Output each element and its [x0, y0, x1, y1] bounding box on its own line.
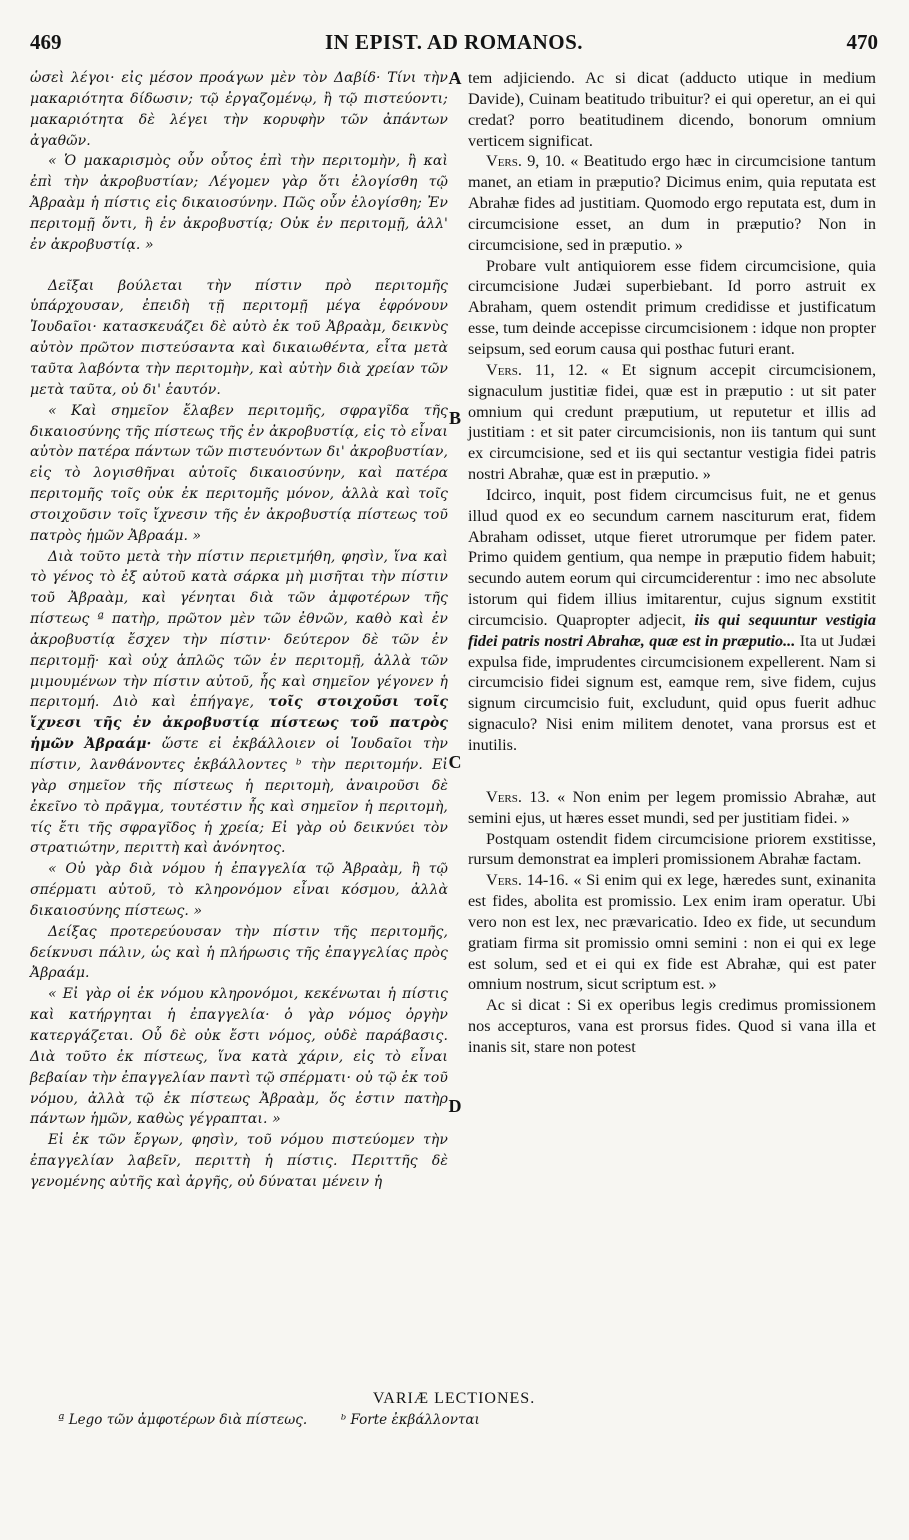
latin-text: « Et signum accepit circumcisionem, signaculum justitiæ fidei, quæ est in præputio : ut sit pater omnium qui credunt præputium, ut reputetur et illis ad justitiam : et sit pater circumcisionis, non iis tantum qui sunt ex circumcisione, sed et iis qui sectantur vestigia fidei patris nostri Abrahæ, quæ est in præputio. »	[468, 360, 877, 484]
greek-column	[30, 68, 448, 1193]
greek-paragraph: ὡσεὶ λέγοι· εἰς μέσον προάγων μὲν τὸν Δαβίδ· Τίνι τὴν μακαριότητα δίδωσιν; τῷ ἐργαζομένῳ, ἢ τῷ πιστεύοντι; μακαριότητα δὲ λέγει τὴν κορυφὴν τῶν ἀπάντων ἀγαθῶν.	[30, 70, 448, 149]
latin-text: « Non enim per legem promissio Abrahæ, aut semini ejus, ut hæres esset mundi, sed per justitiam fidei. »	[468, 787, 876, 827]
verse-reference: Vers. 13.	[486, 787, 550, 806]
greek-text: Διὰ τοῦτο μετὰ τὴν πίστιν περιετμήθη, φησὶν, ἵνα καὶ τὸ γένος τὸ ἐξ αὐτοῦ κατὰ σάρκα μὴ μισῆται τὴν πίστιν τοῦ Ἀβραὰμ, καὶ γένηται διὰ τῶν ἀμφοτέρων τῆς πίστεως ª πατὴρ, πρῶτον μὲν τῶν ἐθνῶν, καθὸ καὶ ἐν ἀκροβυστίᾳ ἔσχεν τὴν πίστιν· δεύτερον δὲ τῶν ἐν περιτομῇ· καὶ οὐχ ἁπλῶς τῶν ἐν περιτομῇ, ἀλλὰ τῶν μιμουμένων τὴν πίστιν αὐτοῦ, ἧς καὶ σημεῖον γέγονεν ἡ περιτομή. Διὸ καὶ ἐπήγαγε,	[30, 548, 448, 711]
latin-text: Ita ut Judæi expulsa fide, imprudentes circumcisionem expellerent. Nam si circumcisio fidei signum est, eamque rem, sive fidem, cujus signum circumcisio fuit, excludunt, quid opus fuerit adhuc signaculo? Nisi enim militem denotet, vana prorsus est et inutilis.	[468, 631, 876, 754]
greek-paragraph: « Καὶ σημεῖον ἔλαβεν περιτομῆς, σφραγῖδα τῆς δικαιοσύνης τῆς πίστεως τῆς ἐν ἀκροβυστίᾳ, εἰς τὸ εἶναι αὐτὸν πατέρα πάντων τῶν πιστευόντων δι' ἀκροβυστίαν, εἰς τὸ λογισθῆναι αὐτοῖς δικαιοσύνην, καὶ πατέρα περιτομῆς τοῖς οὐκ ἐκ περιτομῆς μόνον, ἀλλὰ καὶ τοῖς στοιχοῦσιν τοῖς ἴχνεσιν τῆς ἐν ἀκροβυστίᾳ πίστεως τοῦ πατρὸς ἡμῶν Ἀβραάμ. »	[30, 402, 448, 544]
latin-paragraph: Probare vult antiquiorem esse fidem circumcisione, quia circumcisione Judæi superbiebant. Id porro astruit ex Abraham, quem ostendit primum credidisse et justificatum esse, tum deinde accepisse circumcisionem : idque non propter seipsum, sed eorum causa qui posthac futuri erant.	[468, 256, 876, 358]
latin-paragraph	[468, 151, 876, 255]
latin-paragraph: tem adjiciendo. Ac si dicat (adducto utique in medium Davide), Cuinam beatitudo tribuitur? ei qui operetur, an ei qui credat? porro beatitudinem dicendo, bonorum omnium verticem significat.	[468, 69, 876, 150]
latin-column	[468, 68, 876, 1058]
latin-paragraph	[468, 870, 876, 995]
latin-text: « Si enim qui ex lege, hæredes sunt, exinanita est fides, abolita est promissio. Lex enim iram operatur. Ubi vero non est lex, nec prævaricatio. Ideo ex fide, ut secundum gratiam firma sit promissio omni semini : non ei qui ex lege est solum, sed et ei qui ex fide est Abrahæ, qui est pater omnium nostrum, sicut scriptum est. »	[468, 871, 876, 994]
latin-paragraph	[468, 360, 876, 485]
greek-paragraph	[30, 547, 448, 860]
section-marker-b: B	[448, 408, 461, 428]
footnotes	[58, 1412, 878, 1429]
footnote-b: ᵇ Forte ἐκβάλλονται	[340, 1412, 480, 1428]
latin-text: Idcirco, inquit, post fidem circumcisus fuit, ne et genus illud quod ex eo secundum carnem nasciturum erat, fidem Abraham odisset, utque fieret utrorumque per fidem pater. Primo quidem gentium, qua nempe in præputio fidem habuit; secundo autem eorum qui circumciderentur : imo nec absolute istorum qui fidem illius imitarentur, cujus signum exstitit circumcisio. Quapropter adjecit,	[468, 485, 876, 629]
greek-quotation: τοῖς στοιχοῦσι τοῖς ἴχνεσι τῆς ἐν ἀκροβυστίᾳ πίστεως τοῦ πατρὸς ἡμῶν Ἀβραάμ·	[30, 694, 448, 753]
greek-paragraph: « Εἰ γὰρ οἱ ἐκ νόμου κληρονόμοι, κεκένωται ἡ πίστις καὶ κατήργηται ἡ ἐπαγγελία· ὁ γὰρ νόμος ὀργὴν κατεργάζεται. Οὗ δὲ οὐκ ἔστι νόμος, οὐδὲ παράβασις. Διὰ τοῦτο ἐκ πίστεως, ἵνα κατὰ χάριν, εἰς τὸ εἶναι βεβαίαν τὴν ἐπαγγελίαν παντὶ τῷ σπέρματι· οὐ τῷ ἐκ τοῦ νόμου, ἀλλὰ τῷ ἐκ πίστεως Ἀβραὰμ, ὅς ἐστιν πατὴρ πάντων ἡμῶν, καθὼς γέγραπται. »	[30, 986, 448, 1128]
page-number-left: 469	[30, 30, 62, 54]
section-marker-d: D	[448, 1096, 462, 1116]
greek-paragraph: Εἰ ἐκ τῶν ἔργων, φησὶν, τοῦ νόμου πιστεύομεν τὴν ἐπαγγελίαν λαβεῖν, περιττὴ ἡ πίστις. Περιττῆς δὲ γενομένης αὐτῆς καὶ ἀργῆς, οὐ δύναται μένειν ἡ	[30, 1132, 448, 1190]
latin-paragraph	[468, 485, 876, 756]
running-head	[30, 30, 878, 60]
page-number-right: 470	[846, 30, 878, 54]
verse-reference: Vers. 11, 12.	[486, 360, 588, 379]
greek-paragraph: « Ὁ μακαρισμὸς οὖν οὗτος ἐπὶ τὴν περιτομὴν, ἢ καὶ ἐπὶ τὴν ἀκροβυστίαν; Λέγομεν γὰρ ὅτι ἐλογίσθη τῷ Ἀβραὰμ ἡ πίστις εἰς δικαιοσύνην. Πῶς οὖν ἐλογίσθη; Ἐν περιτομῇ ὄντι, ἢ ἐν ἀκροβυστίᾳ; Οὐκ ἐν περιτομῇ, ἀλλ' ἐν ἀκροβυστίᾳ. »	[30, 153, 448, 253]
page-title: IN EPIST. AD ROMANOS.	[324, 30, 584, 54]
greek-text: ὥστε εἰ ἐκβάλλοιεν οἱ Ἰουδαῖοι τὴν πίστιν, λανθάνοντες ἐκβάλλοντες ᵇ τὴν περιτομήν. Εἰ γὰρ σημεῖον τῆς πίστεως ἡ περιτομὴ, ἀναιροῦσι δὲ ἐκεῖνο τὸ πρᾶγμα, τουτέστιν ἧς καὶ σημεῖον ἡ περιτομὴ, τίς ἔτι τῆς σφραγῖδος ἡ χρεία; Εἰ γὰρ οὐ δεικνύει τὸν στρατιώτην, περιττὴ καὶ ἀνόνητος.	[30, 736, 448, 857]
verse-reference: Vers. 14-16.	[486, 871, 569, 890]
greek-paragraph: Δείξας προτερεύουσαν τὴν πίστιν τῆς περιτομῆς, δείκνυσι πάλιν, ὡς καὶ ἡ πλήρωσις τῆς ἐπαγγελίας πρὸς Ἀβραάμ.	[30, 923, 448, 982]
variae-lectiones-heading: VARIÆ LECTIONES.	[372, 1390, 536, 1407]
section-marker-c: C	[448, 752, 462, 772]
verse-reference: Vers. 9, 10.	[486, 152, 565, 171]
latin-text: « Beatitudo ergo hæc in circumcisione tantum manet, an etiam in præputio? Dicimus enim, quia reputata est Abrahæ fides ad justitiam. Quomodo ergo reputata est, dum in circumcisione esset, an dum in præputio? Non in circumcisione, sed in præputio. »	[468, 152, 876, 254]
latin-paragraph	[468, 787, 876, 829]
greek-paragraph: « Οὐ γὰρ διὰ νόμου ἡ ἐπαγγελία τῷ Ἀβραὰμ, ἢ τῷ σπέρματι αὐτοῦ, τὸ κληρονόμον εἶναι κόσμου, ἀλλὰ δικαιοσύνης πίστεως. »	[30, 861, 448, 919]
latin-paragraph: Ac si dicat : Si ex operibus legis credimus promissionem nos accepturos, vana est prorsus fides. Quod si vana illa et inanis sit, stare non potest	[468, 996, 876, 1056]
footnote-a: ª Lego τῶν ἀμφοτέρων διὰ πίστεως.	[58, 1412, 308, 1428]
latin-paragraph: Postquam ostendit fidem circumcisione priorem exstitisse, rursum demonstrat ea impleri promissionem Abrahæ factam.	[468, 829, 876, 869]
latin-quotation: iis qui sequuntur vestigia fidei patris nostri Abrahæ, quæ est in præputio...	[468, 610, 876, 650]
section-marker-a: A	[448, 68, 462, 88]
greek-paragraph: Δεῖξαι βούλεται τὴν πίστιν πρὸ περιτομῆς ὑπάρχουσαν, ἐπειδὴ τῇ περιτομῇ μέγα ἐφρόνουν Ἰουδαῖοι· κατασκευάζει δὲ αὐτὸ ἐκ τοῦ Ἀβραὰμ, δεικνὺς αὐτὸν πρῶτον πιστεύσαντα καὶ δικαιωθέντα, εἶτα μετὰ ταῦτα λαβόντα τὴν περιτομὴν, καὶ αὐτὴν διὰ χρείαν τῶν μετὰ ταῦτα, οὐ δι' ἑαυτόν.	[30, 277, 448, 398]
